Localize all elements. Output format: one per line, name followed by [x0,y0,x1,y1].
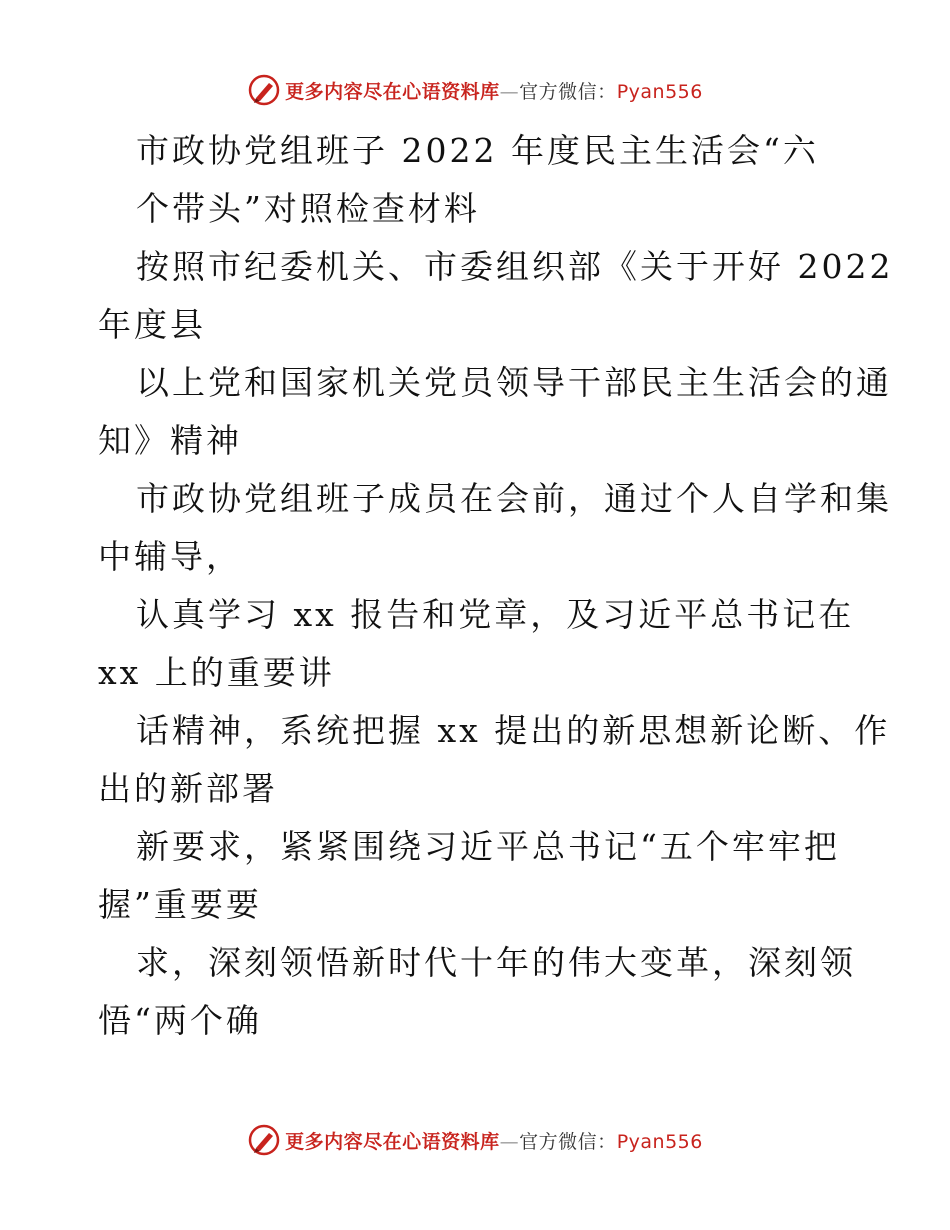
watermark-brand: 更多内容尽在心语资料库 [285,80,500,103]
pen-logo-icon [247,73,281,107]
paragraph-line: 按照市纪委机关、市委组织部《关于开好 2022 [136,247,894,286]
paragraph-line: 认真学习 xx 报告和党章，及习近平总书记在 [136,595,855,634]
footer-watermark [0,1120,950,1160]
watermark-brand: 更多内容尽在心语资料库 [285,1130,500,1153]
pen-logo-icon [247,1123,281,1157]
watermark-wechat-id: Pyan556 [616,1130,703,1153]
paragraph-line: 悟“两个确 [98,1001,262,1040]
paragraph-line: 知》精神 [98,421,242,460]
paragraph-line: 中辅导， [98,537,242,576]
paragraph-line: 市政协党组班子成员在会前，通过个人自学和集 [136,479,892,518]
watermark-text [285,77,703,104]
watermark-dash: — [499,1130,520,1153]
watermark-wechat-id: Pyan556 [616,80,703,103]
header-watermark [0,70,950,110]
paragraph-line: 求，深刻领悟新时代十年的伟大变革，深刻领 [136,943,856,982]
watermark-wechat-label: 官方微信： [519,80,617,103]
document-body [98,122,894,1050]
title-line-2: 个带头”对照检查材料 [136,189,480,228]
paragraph-line: 新要求，紧紧围绕习近平总书记“五个牢牢把 [136,827,840,866]
paragraph-line: xx 上的重要讲 [98,653,335,692]
paragraph-line: 话精神，系统把握 xx 提出的新思想新论断、作 [136,711,891,750]
watermark-text [285,1127,703,1154]
watermark-dash: — [499,80,520,103]
paragraph-line: 以上党和国家机关党员领导干部民主生活会的通 [136,363,892,402]
paragraph-line: 年度县 [98,305,206,344]
watermark-wechat-label: 官方微信： [519,1130,617,1153]
paragraph-line: 出的新部署 [98,769,278,808]
paragraph-line: 握”重要要 [98,885,262,924]
title-line-1: 市政协党组班子 2022 年度民主生活会“六 [136,131,819,170]
